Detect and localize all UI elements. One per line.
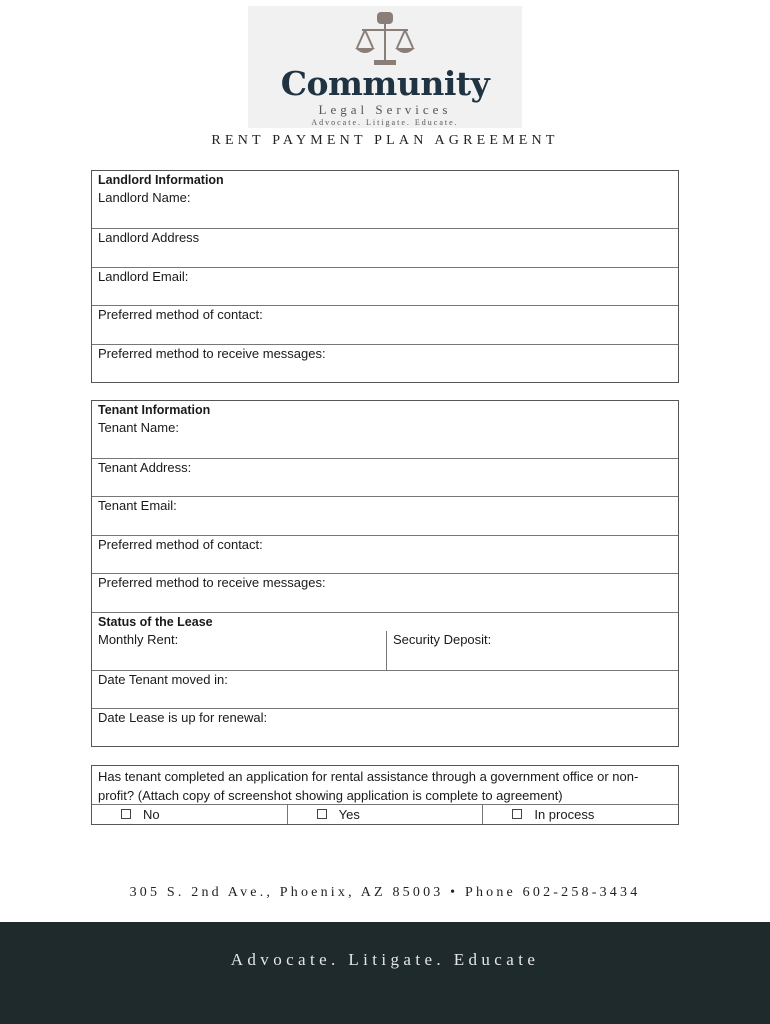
rental-assistance-section: [91, 765, 679, 825]
rental-assistance-question: Has tenant completed an application for rental assistance through a government office or non-profit? (Attach copy of screenshot showing application is complete to agreement): [98, 769, 639, 803]
lease-renewal-date-label: Date Lease is up for renewal:: [98, 710, 268, 725]
tenant-contact-method-field[interactable]: [92, 535, 678, 573]
move-in-date-field[interactable]: [92, 670, 678, 708]
document-title: RENT PAYMENT PLAN AGREEMENT: [211, 133, 559, 148]
landlord-section-heading: Landlord Information: [98, 173, 224, 187]
scales-of-justice-icon: [352, 10, 418, 68]
tenant-name-field[interactable]: [92, 419, 678, 458]
option-yes-label: Yes: [338, 807, 360, 822]
logo-name: Community: [280, 64, 490, 103]
monthly-rent-field[interactable]: [92, 631, 387, 670]
landlord-address-field[interactable]: [92, 228, 678, 267]
move-in-date-label: Date Tenant moved in:: [98, 672, 228, 687]
organization-logo: [248, 6, 522, 128]
landlord-contact-method-field[interactable]: [92, 305, 678, 344]
tenant-message-method-field[interactable]: [92, 573, 678, 612]
rental-assistance-options: [92, 804, 678, 824]
checkbox-no[interactable]: [121, 809, 131, 819]
landlord-information-section: [91, 170, 679, 383]
tenant-address-label: Tenant Address:: [98, 460, 192, 475]
option-yes[interactable]: [288, 805, 484, 824]
tenant-information-section: [91, 400, 679, 747]
landlord-name-field[interactable]: [92, 189, 678, 228]
office-address: 305 S. 2nd Ave., Phoenix, AZ 85003 • Phone 602-258-3434: [129, 885, 641, 900]
monthly-rent-label: Monthly Rent:: [98, 632, 179, 647]
option-in-process-label: In process: [534, 807, 595, 822]
checkbox-in-process[interactable]: [512, 809, 522, 819]
tenant-contact-method-label: Preferred method of contact:: [98, 537, 263, 552]
logo-subtitle: Legal Services: [318, 102, 452, 117]
landlord-contact-method-label: Preferred method of contact:: [98, 307, 263, 322]
lease-section-heading: Status of the Lease: [92, 612, 678, 631]
option-no[interactable]: [92, 805, 288, 824]
landlord-message-method-field[interactable]: [92, 344, 678, 382]
landlord-message-method-label: Preferred method to receive messages:: [98, 346, 326, 361]
option-no-label: No: [143, 807, 160, 822]
lease-renewal-date-field[interactable]: [92, 708, 678, 746]
security-deposit-label: Security Deposit:: [393, 632, 492, 647]
tenant-email-label: Tenant Email:: [98, 498, 177, 513]
tenant-address-field[interactable]: [92, 458, 678, 496]
footer-tagline: Advocate. Litigate. Educate: [230, 950, 540, 969]
rent-deposit-row: [92, 631, 678, 670]
tenant-section-heading: Tenant Information: [98, 403, 211, 417]
security-deposit-field[interactable]: [387, 631, 678, 670]
landlord-address-label: Landlord Address: [98, 230, 200, 245]
option-in-process[interactable]: [483, 805, 678, 824]
logo-tagline: Advocate. Litigate. Educate.: [311, 118, 459, 127]
tenant-name-label: Tenant Name:: [98, 420, 179, 435]
landlord-name-label: Landlord Name:: [98, 190, 191, 205]
footer-bar: [0, 922, 770, 1024]
checkbox-yes[interactable]: [317, 809, 327, 819]
landlord-email-label: Landlord Email:: [98, 269, 189, 284]
tenant-message-method-label: Preferred method to receive messages:: [98, 575, 326, 590]
landlord-email-field[interactable]: [92, 267, 678, 305]
tenant-email-field[interactable]: [92, 496, 678, 535]
